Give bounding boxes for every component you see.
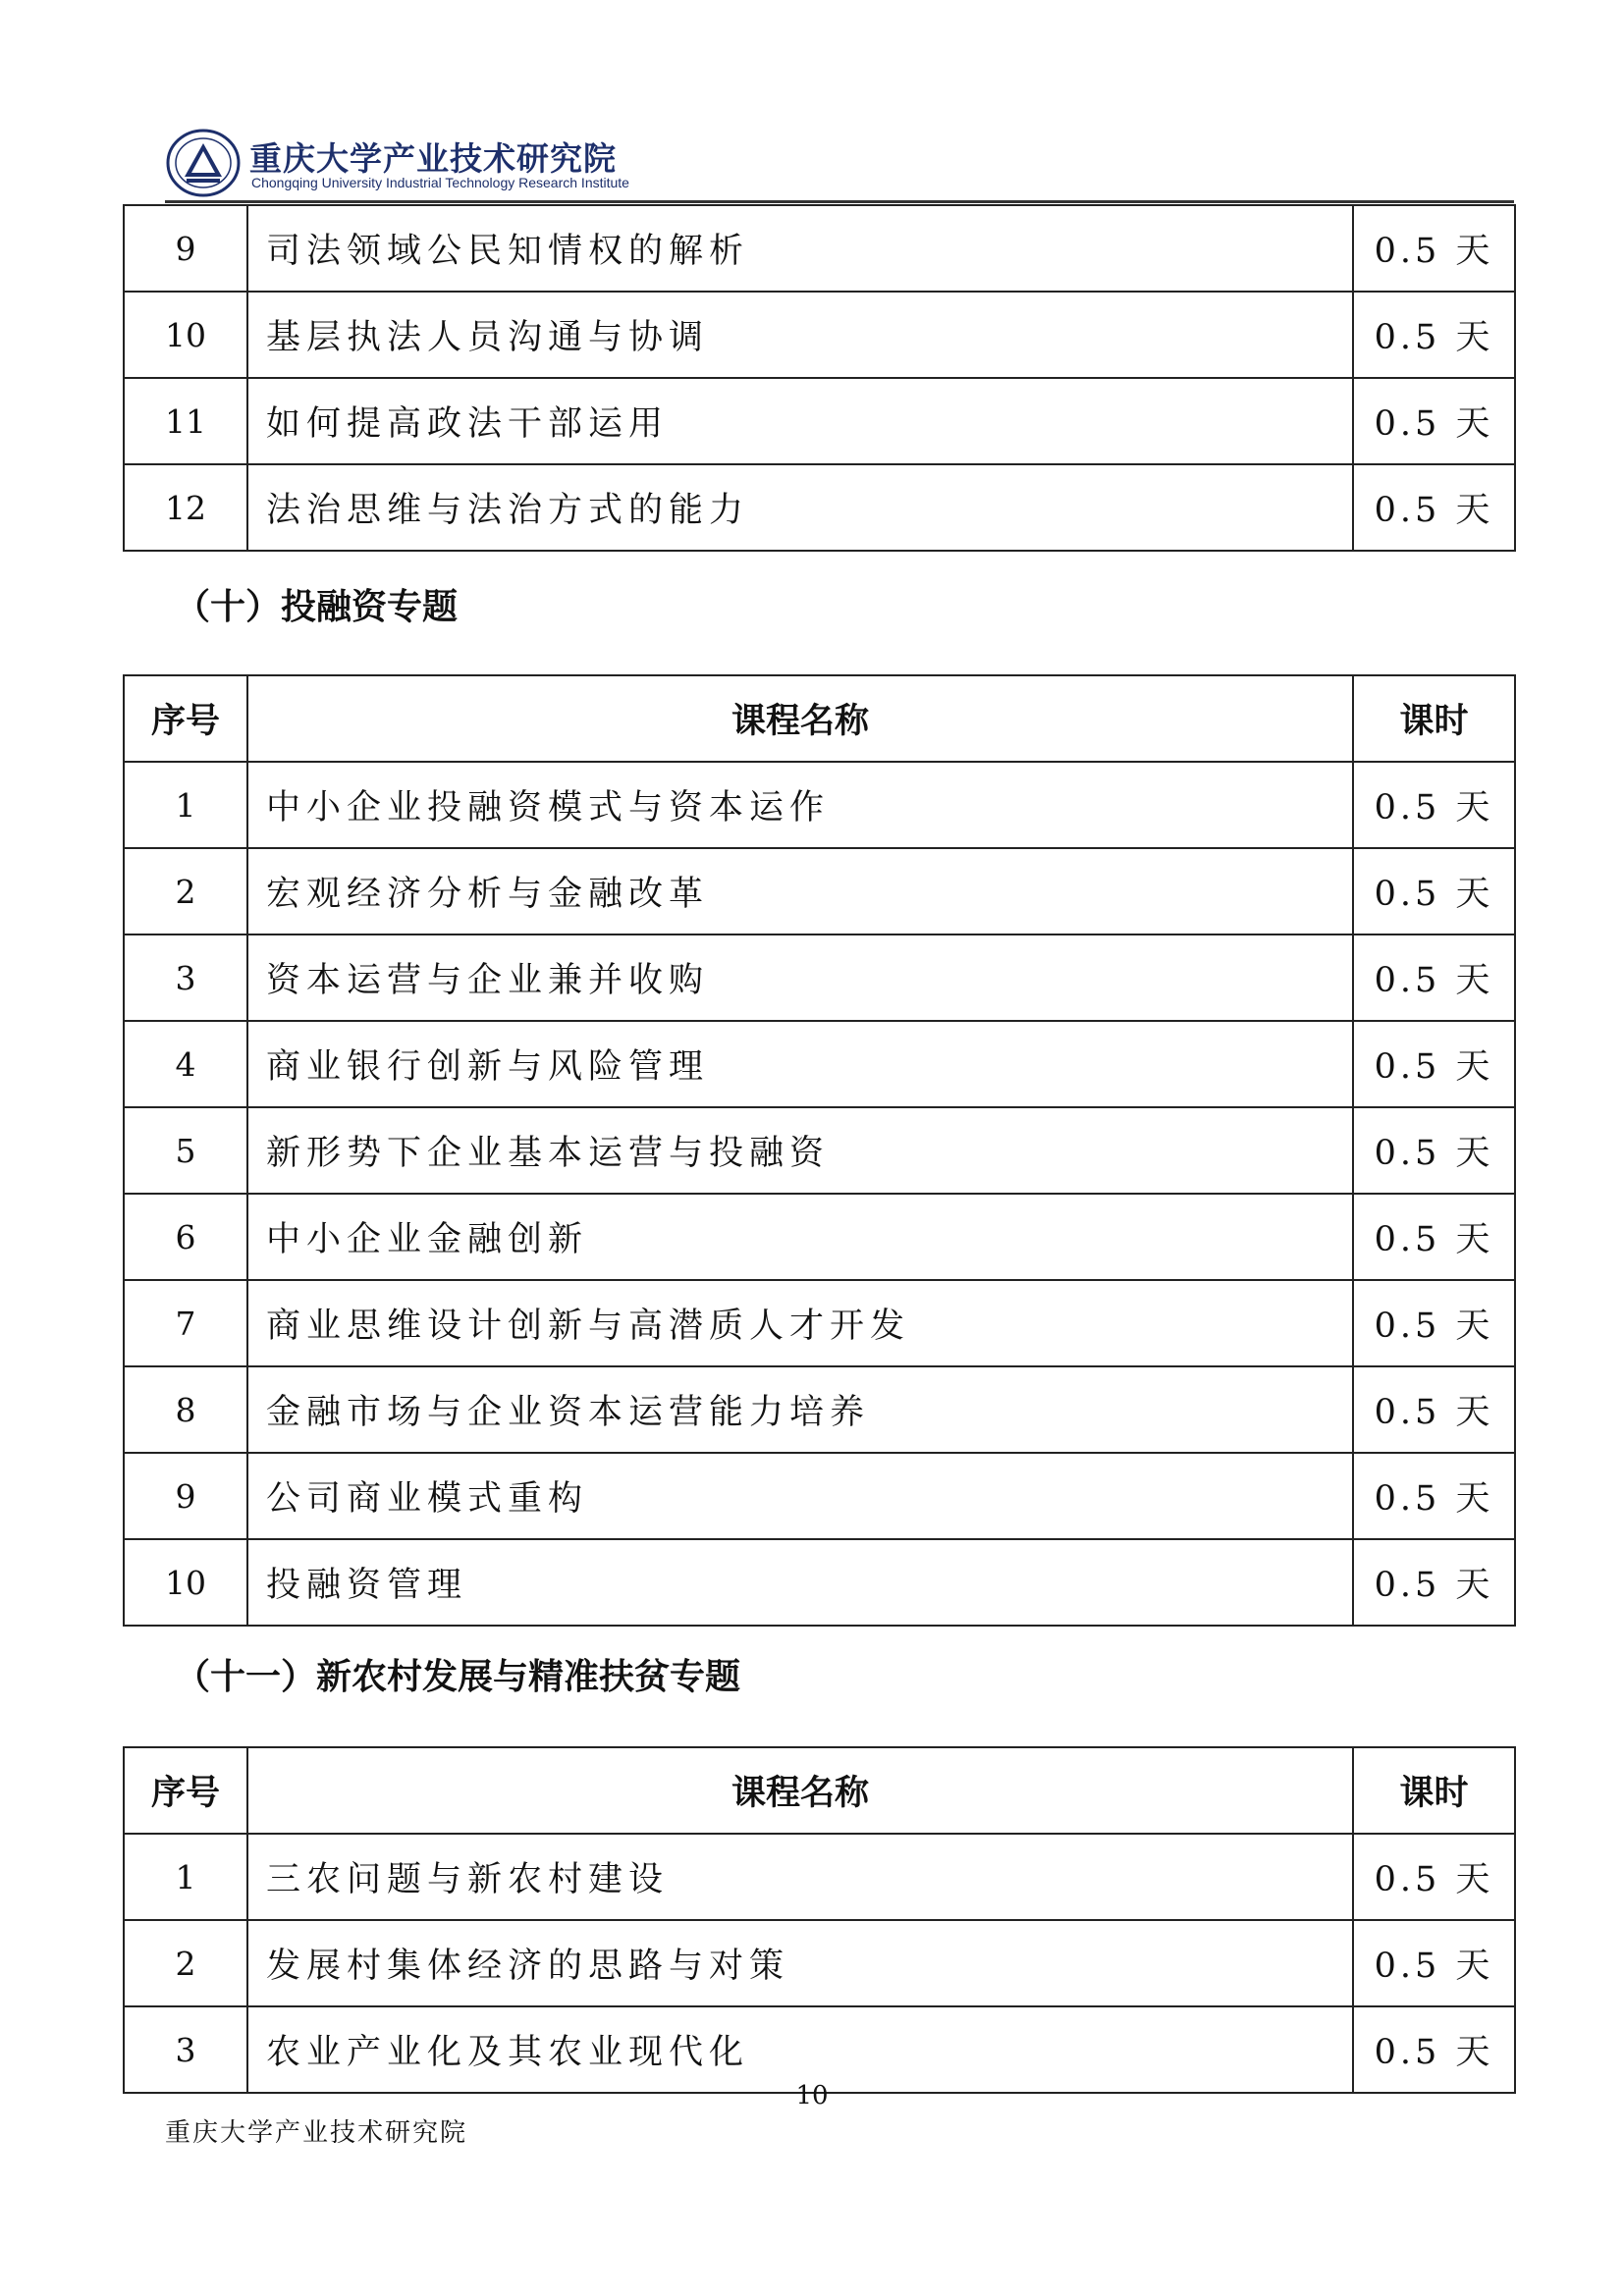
header-divider [165, 200, 1514, 203]
cell-name: 发展村集体经济的思路与对策 [247, 1920, 1353, 2006]
course-table-continued [123, 204, 1516, 552]
cell-hours: 0.5 天 [1353, 1539, 1515, 1626]
cell-num: 3 [124, 2006, 247, 2093]
cell-hours: 0.5 天 [1353, 762, 1515, 848]
cell-num: 1 [124, 762, 247, 848]
course-table-section-11 [123, 1746, 1516, 2094]
header-num: 序号 [124, 1747, 247, 1834]
cell-name: 金融市场与企业资本运营能力培养 [247, 1366, 1353, 1453]
cell-name: 商业银行创新与风险管理 [247, 1021, 1353, 1107]
table-row [124, 762, 1515, 848]
org-name-en: Chongqing University Industrial Technology Research Institute [251, 175, 629, 190]
cell-num: 11 [124, 378, 247, 464]
cell-num: 2 [124, 1920, 247, 2006]
cell-hours: 0.5 天 [1353, 1194, 1515, 1280]
page-number: 10 [795, 2081, 829, 2110]
cell-name: 商业思维设计创新与高潜质人才开发 [247, 1280, 1353, 1366]
course-table-section-10 [123, 674, 1516, 1627]
cell-name: 资本运营与企业兼并收购 [247, 934, 1353, 1021]
cell-name: 中小企业投融资模式与资本运作 [247, 762, 1353, 848]
table-row [124, 292, 1515, 378]
cell-hours: 0.5 天 [1353, 378, 1515, 464]
cell-hours: 0.5 天 [1353, 464, 1515, 551]
cell-name: 法治思维与法治方式的能力 [247, 464, 1353, 551]
cell-hours: 0.5 天 [1353, 1366, 1515, 1453]
table-row [124, 1280, 1515, 1366]
cell-hours: 0.5 天 [1353, 1453, 1515, 1539]
cell-num: 7 [124, 1280, 247, 1366]
table-row [124, 1021, 1515, 1107]
table-row [124, 1194, 1515, 1280]
cell-num: 2 [124, 848, 247, 934]
footer-org-name: 重庆大学产业技术研究院 [165, 2118, 468, 2148]
table-row [124, 205, 1515, 292]
cell-num: 1 [124, 1834, 247, 1920]
section-10-title: （十）投融资专题 [175, 587, 459, 627]
header-num: 序号 [124, 675, 247, 762]
cell-num: 3 [124, 934, 247, 1021]
table-row [124, 464, 1515, 551]
cell-num: 6 [124, 1194, 247, 1280]
table-row [124, 1539, 1515, 1626]
page-header [165, 124, 1514, 202]
cell-hours: 0.5 天 [1353, 205, 1515, 292]
cell-name: 农业产业化及其农业现代化 [247, 2006, 1353, 2093]
cell-hours: 0.5 天 [1353, 1834, 1515, 1920]
cell-hours: 0.5 天 [1353, 1107, 1515, 1194]
header-name: 课程名称 [247, 1747, 1353, 1834]
cell-num: 10 [124, 1539, 247, 1626]
cell-hours: 0.5 天 [1353, 934, 1515, 1021]
cell-name: 公司商业模式重构 [247, 1453, 1353, 1539]
cell-name: 投融资管理 [247, 1539, 1353, 1626]
table-row [124, 1834, 1515, 1920]
table-header-row [124, 1747, 1515, 1834]
org-name-cn: 重庆大学产业技术研究院 [249, 139, 617, 178]
cell-name: 宏观经济分析与金融改革 [247, 848, 1353, 934]
cell-num: 5 [124, 1107, 247, 1194]
section-11-title: （十一）新农村发展与精准扶贫专题 [175, 1657, 741, 1697]
cell-hours: 0.5 天 [1353, 848, 1515, 934]
table-row [124, 378, 1515, 464]
table-row [124, 1366, 1515, 1453]
institute-logo-icon [165, 128, 242, 198]
header-hours: 课时 [1353, 1747, 1515, 1834]
table-row [124, 934, 1515, 1021]
cell-num: 10 [124, 292, 247, 378]
header-name: 课程名称 [247, 675, 1353, 762]
cell-num: 8 [124, 1366, 247, 1453]
table-row [124, 1453, 1515, 1539]
cell-name: 基层执法人员沟通与协调 [247, 292, 1353, 378]
cell-name: 三农问题与新农村建设 [247, 1834, 1353, 1920]
cell-hours: 0.5 天 [1353, 292, 1515, 378]
cell-num: 9 [124, 1453, 247, 1539]
cell-name: 新形势下企业基本运营与投融资 [247, 1107, 1353, 1194]
table-row [124, 848, 1515, 934]
cell-name: 如何提高政法干部运用 [247, 378, 1353, 464]
table-header-row [124, 675, 1515, 762]
cell-num: 4 [124, 1021, 247, 1107]
cell-hours: 0.5 天 [1353, 1280, 1515, 1366]
cell-name: 司法领域公民知情权的解析 [247, 205, 1353, 292]
table-row [124, 1107, 1515, 1194]
cell-num: 9 [124, 205, 247, 292]
table-row [124, 2006, 1515, 2093]
cell-name: 中小企业金融创新 [247, 1194, 1353, 1280]
cell-hours: 0.5 天 [1353, 1021, 1515, 1107]
header-hours: 课时 [1353, 675, 1515, 762]
cell-hours: 0.5 天 [1353, 1920, 1515, 2006]
cell-hours: 0.5 天 [1353, 2006, 1515, 2093]
cell-num: 12 [124, 464, 247, 551]
table-row [124, 1920, 1515, 2006]
